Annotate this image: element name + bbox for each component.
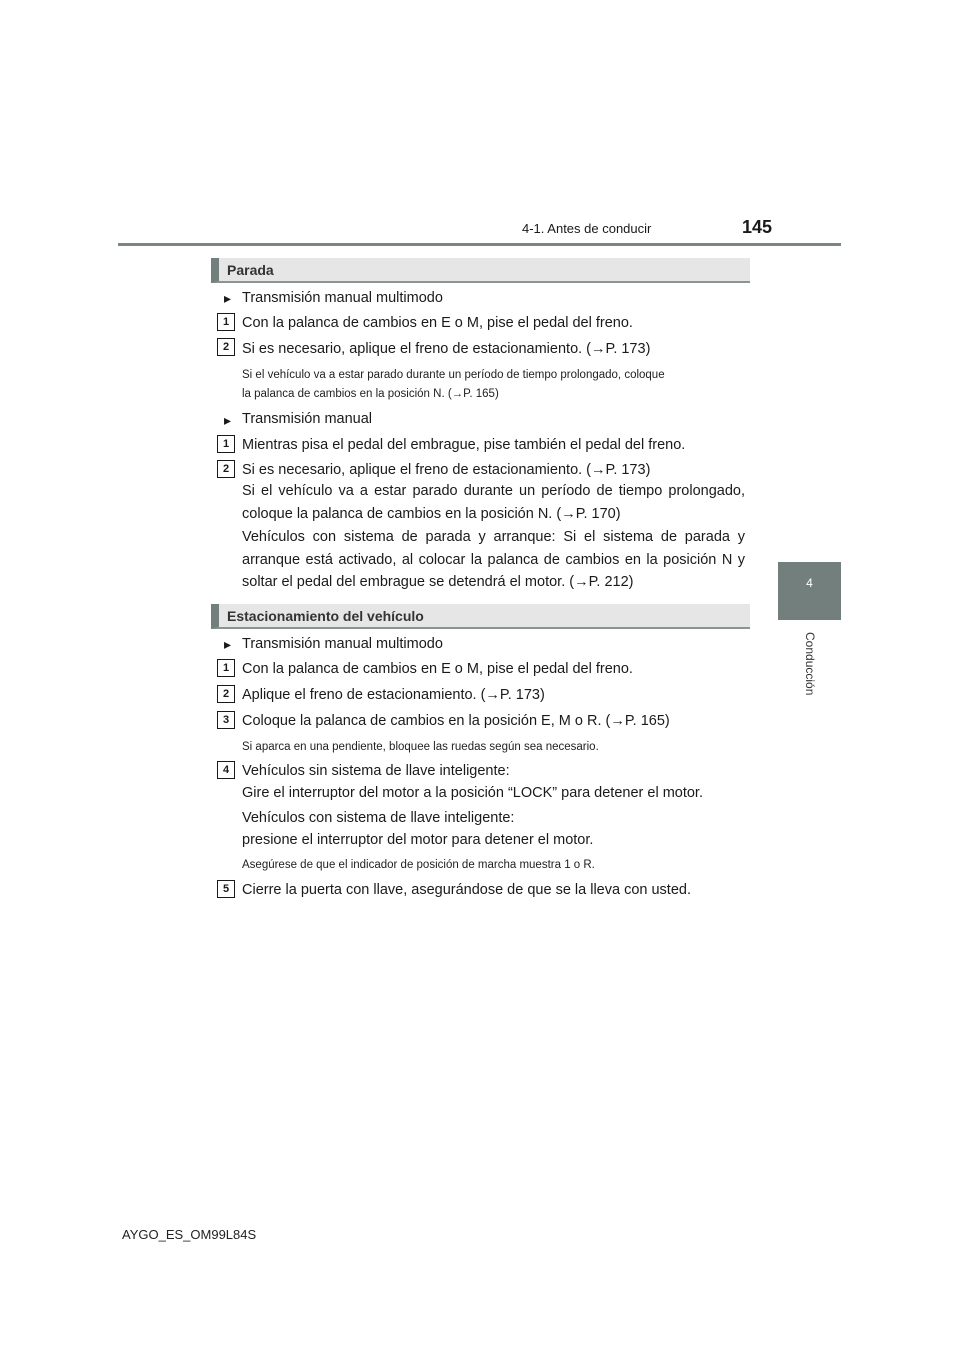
- header-rule: [118, 243, 841, 246]
- running-header-section: 4-1. Antes de conducir: [522, 221, 652, 236]
- step-text: Aplique el freno de estacionamiento. (→P. 173): [242, 687, 545, 703]
- section-title: Parada: [227, 262, 274, 278]
- chapter-tab-label-wrap: [801, 632, 819, 752]
- chapter-tab-number: 4: [806, 576, 813, 590]
- step-number-badge: 2: [217, 685, 235, 703]
- step-text: Con la palanca de cambios en E o M, pise el pedal del freno.: [242, 315, 633, 331]
- step-text: Vehículos sin sistema de llave inteligente:: [242, 763, 510, 779]
- triangle-bullet-icon: ▸: [224, 290, 232, 306]
- step-text: Si es necesario, aplique el freno de estacionamiento. (→P. 173): [242, 341, 651, 357]
- step-text: Con la palanca de cambios en E o M, pise el pedal del freno.: [242, 661, 633, 677]
- step-number-badge: 3: [217, 711, 235, 729]
- step-number-badge: 2: [217, 460, 235, 478]
- chapter-tab: [778, 562, 841, 620]
- section-heading-parada: [211, 258, 750, 283]
- step-number-badge: 1: [217, 435, 235, 453]
- step-number-badge: 4: [217, 761, 235, 779]
- section-heading-estacionamiento: [211, 604, 750, 629]
- subheading-multimode: Transmisión manual multimodo: [242, 636, 443, 652]
- step-paragraph: Si el vehículo va a estar parado durante un período de tiempo prolongado, coloque la palanca de cambios en la posición N. (→P. 170): [242, 483, 745, 522]
- note-line: Si el vehículo va a estar parado durante un período de tiempo prolongado, coloque: [242, 369, 665, 381]
- step-text: Coloque la palanca de cambios en la posición E, M o R. (→P. 165): [242, 713, 670, 729]
- step-number-badge: 5: [217, 880, 235, 898]
- triangle-bullet-icon: ▸: [224, 412, 232, 428]
- chapter-tab-label: Conducción: [803, 632, 817, 696]
- step-text: Mientras pisa el pedal del embrague, pise también el pedal del freno.: [242, 437, 686, 453]
- step-text: Gire el interruptor del motor a la posición “LOCK” para detener el motor.: [242, 785, 703, 801]
- step-number-badge: 1: [217, 313, 235, 331]
- note-line: Asegúrese de que el indicador de posición de marcha muestra 1 o R.: [242, 859, 595, 871]
- document-code: AYGO_ES_OM99L84S: [122, 1227, 257, 1242]
- page-number: 145: [742, 217, 773, 237]
- subheading-multimode: Transmisión manual multimodo: [242, 290, 443, 306]
- note-line: Si aparca en una pendiente, bloquee las ruedas según sea necesario.: [242, 741, 599, 753]
- step-number-badge: 2: [217, 338, 235, 356]
- triangle-bullet-icon: ▸: [224, 636, 232, 652]
- step-text: Si es necesario, aplique el freno de estacionamiento. (→P. 173): [242, 462, 651, 478]
- step-text: Vehículos con sistema de llave inteligente:: [242, 810, 515, 826]
- step-text: Cierre la puerta con llave, asegurándose de que se la lleva con usted.: [242, 882, 691, 898]
- subheading-manual: Transmisión manual: [242, 411, 373, 427]
- note-line: la palanca de cambios en la posición N. (→P. 165): [242, 388, 499, 400]
- step-text: presione el interruptor del motor para detener el motor.: [242, 832, 594, 848]
- step-paragraph: Vehículos con sistema de parada y arranque: Si el sistema de parada y arranque está activado, al colocar la palanca de cambios en la posición N y soltar el pedal del embrague se detendrá el motor. (→P. 212): [242, 529, 745, 590]
- step-number-badge: 1: [217, 659, 235, 677]
- section-title: Estacionamiento del vehículo: [227, 608, 424, 624]
